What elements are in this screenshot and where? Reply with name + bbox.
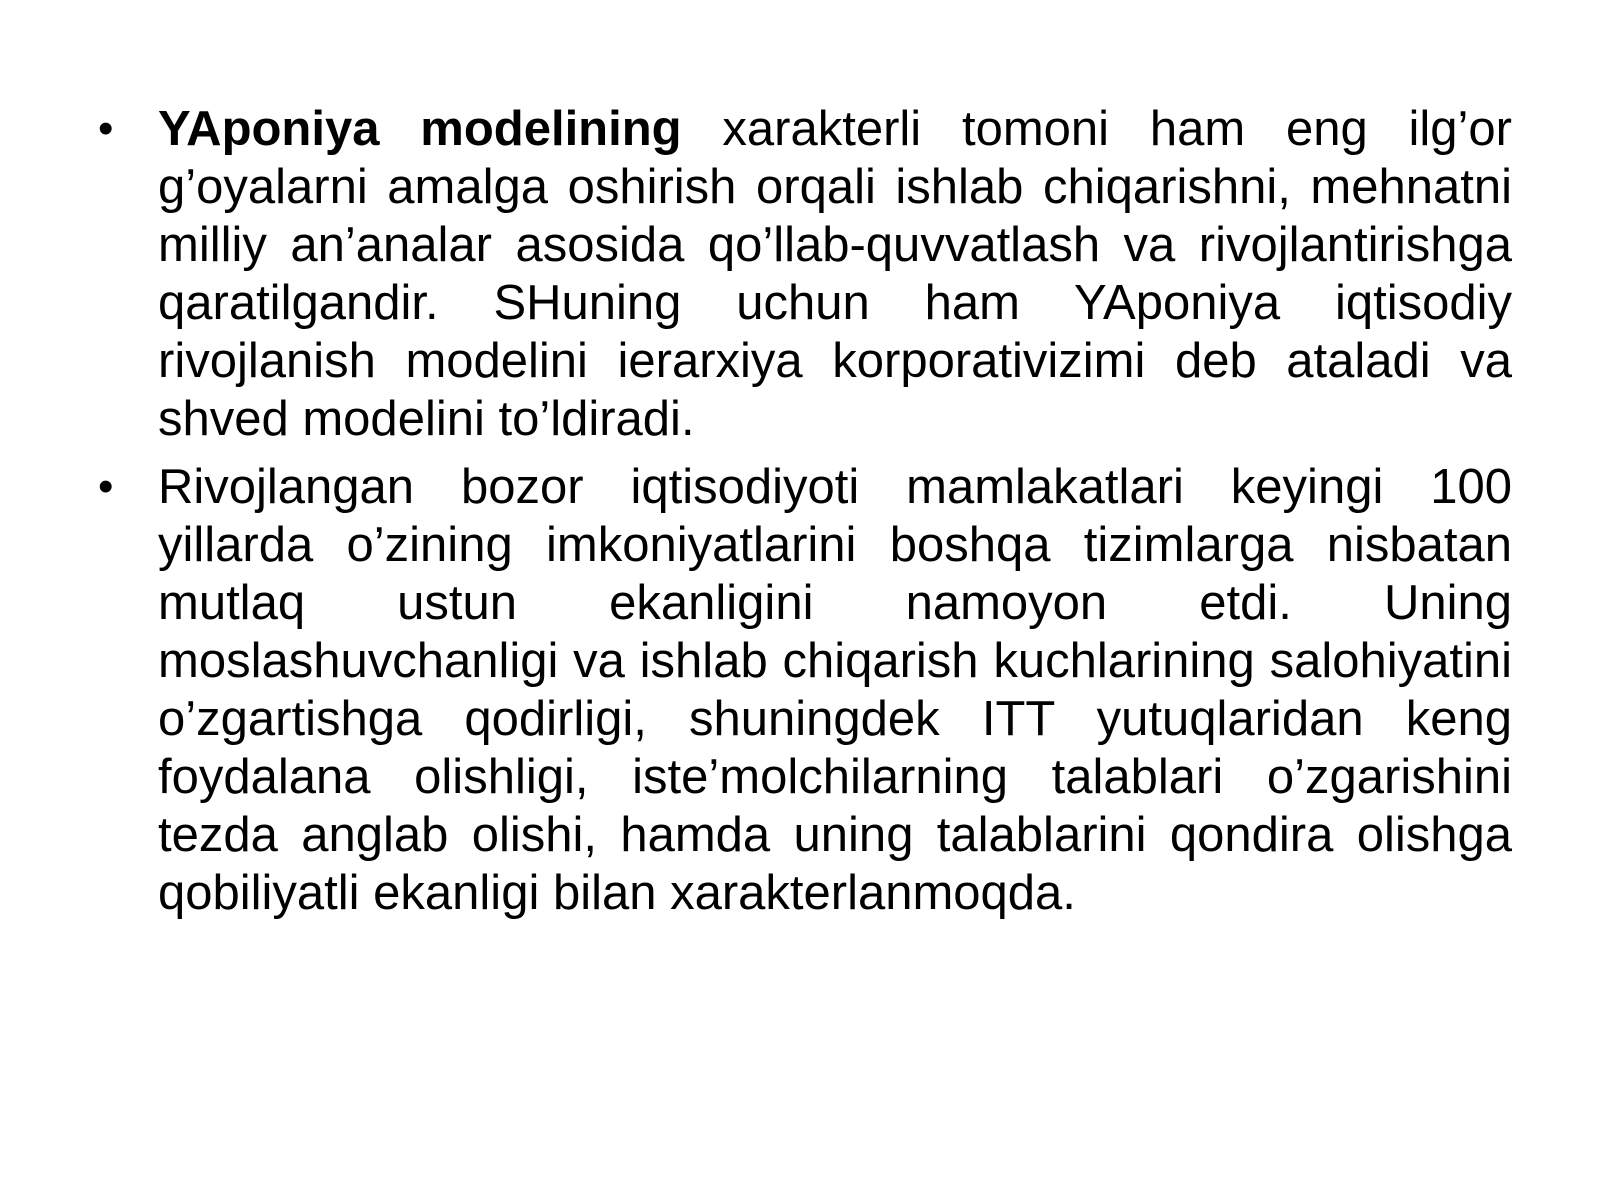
bullet-text: xarakterli tomoni ham eng ilg’or g’oyalarni amalga oshirish orqali ishlab chiqarishni, mehnatni milliy an’analar asosida qo’llab-quvvatlash va rivojlantirishga qaratilgandir. SHuning uchun ham YAponiya iqtisodiy rivojlanish modelini ierarxiya korporativizimi deb ataladi va shved modelini to’ldiradi. (158, 102, 1512, 446)
bullet-list (96, 100, 1512, 932)
bullet-item-market-economy (96, 458, 1512, 922)
bullet-item-japan-model (96, 100, 1512, 448)
bullet-bold-lead: YAponiya modelining (158, 102, 682, 156)
bullet-icon: • (98, 104, 114, 153)
bullet-text: Rivojlangan bozor iqtisodiyoti mamlakatlari keyingi 100 yillarda o’zining imkoniyatlarini boshqa tizimlarga nisbatan mutlaq ustun ekanligini namoyon etdi. Uning moslashuvchanligi va ishlab chiqarish kuchlarining salohiyatini o’zgartishga qodirligi, shuningdek ITT yutuqlaridan keng foydalana olishligi, iste’molchilarning talablari o’zgarishini tezda anglab olishi, hamda uning talablarini qondira olishga qobiliyatli ekanligi bilan xarakterlanmoqda. (158, 460, 1512, 920)
bullet-icon: • (98, 462, 114, 511)
